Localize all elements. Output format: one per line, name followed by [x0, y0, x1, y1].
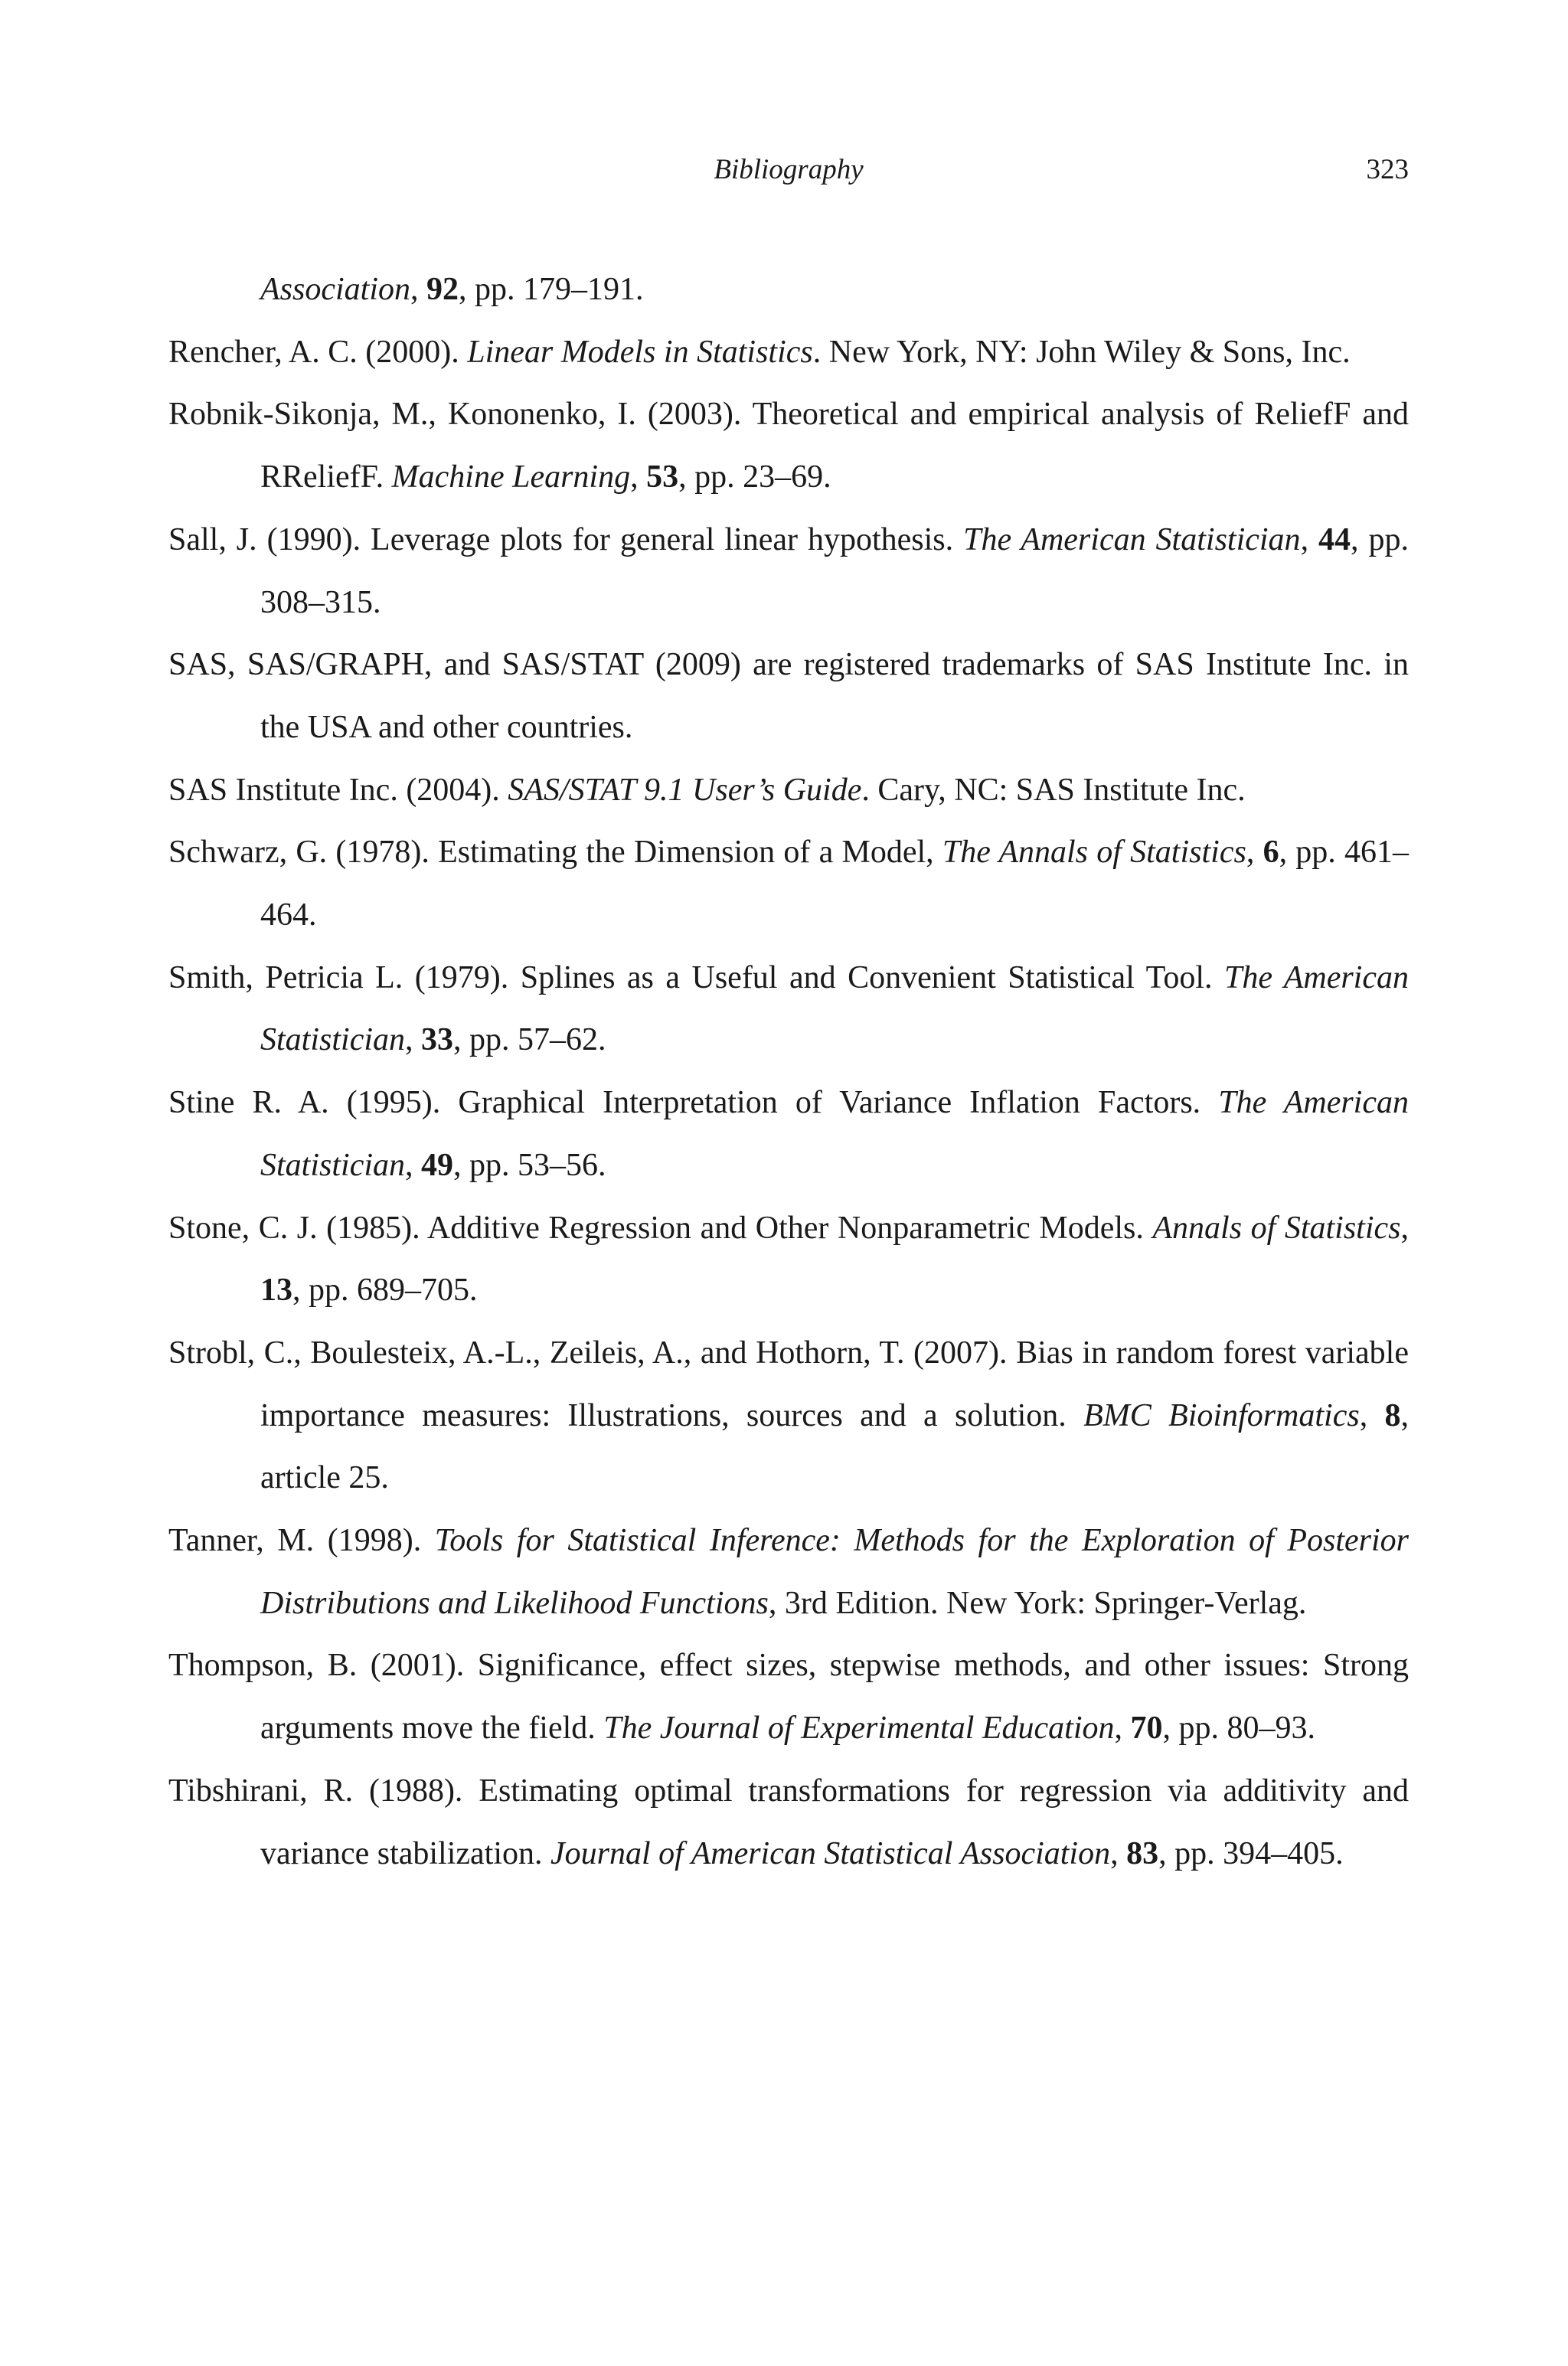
- bib-entry-segment: Stone, C. J. (1985). Additive Regression and Other Nonparametric Models.: [168, 1210, 1153, 1246]
- bib-entry-sas-trademarks: [168, 634, 1409, 759]
- bib-entry-segment: , pp. 461–464.: [260, 835, 1410, 933]
- bib-entry-segment: The Journal of Experimental Education: [603, 1711, 1115, 1747]
- bib-entry-segment: ,: [1246, 835, 1263, 871]
- bib-entry-segment: , pp. 179–191.: [459, 272, 644, 307]
- bib-entry-segment: . Cary, NC: SAS Institute Inc.: [861, 772, 1246, 808]
- bib-entry-cont: [168, 259, 1409, 322]
- bib-entry-tibshirani: [168, 1760, 1409, 1885]
- bib-entry-segment: BMC Bioinformatics: [1083, 1397, 1360, 1433]
- bib-entry-segment: The American Statistician: [260, 1085, 1409, 1183]
- bib-entry-segment: Linear Models in Statistics: [467, 334, 813, 370]
- bib-entry-segment: Rencher, A. C. (2000).: [168, 334, 468, 370]
- bib-entry-sall: [168, 509, 1409, 634]
- bib-entry-segment: SAS/STAT 9.1 User’s Guide: [508, 772, 862, 808]
- bib-entry-segment: , article 25.: [260, 1397, 1409, 1496]
- bib-entry-segment: Tanner, M. (1998).: [168, 1523, 435, 1559]
- bib-entry-segment: The Annals of Statistics: [942, 835, 1246, 871]
- bib-entry-segment: 49: [421, 1147, 453, 1183]
- bib-entry-segment: , pp. 689–705.: [292, 1273, 478, 1309]
- bib-entry-segment: Schwarz, G. (1978). Estimating the Dimension of a Model,: [168, 835, 942, 871]
- bib-entry-segment: 70: [1130, 1711, 1163, 1747]
- bib-entry-segment: , pp. 23–69.: [678, 459, 831, 495]
- bib-entry-segment: , 3rd Edition. New York: Springer-Verlag.: [768, 1585, 1307, 1621]
- bib-entry-segment: The American Statistician: [963, 521, 1301, 557]
- bib-entry-strobl: [168, 1322, 1409, 1510]
- bib-entry-segment: Tools for Statistical Inference: Methods for the Exploration of Posterior Distributions and Likelihood Functions: [260, 1523, 1409, 1621]
- bib-entry-segment: ,: [1110, 1835, 1127, 1871]
- bib-entry-segment: ,: [410, 272, 426, 307]
- bib-entry-segment: SAS, SAS/GRAPH, and SAS/STAT (2009) are registered trademarks of SAS Institute Inc. in the USA and other countries.: [168, 647, 1409, 745]
- bib-entry-tanner: [168, 1510, 1409, 1635]
- bib-entry-segment: Machine Learning: [391, 459, 631, 495]
- bib-entry-segment: 44: [1318, 521, 1351, 557]
- bib-entry-sas-institute: [168, 760, 1409, 822]
- bib-entry-thompson: [168, 1635, 1409, 1760]
- bib-entry-segment: Robnik-Sikonja, M., Kononenko, I. (2003). Theoretical and empirical analysis of ReliefF and RReliefF.: [168, 397, 1409, 495]
- bib-entry-schwarz: [168, 822, 1409, 946]
- page-number: 323: [1366, 154, 1409, 185]
- bib-entry-segment: Tibshirani, R. (1988). Estimating optimal transformations for regression via additivity and variance stabilization.: [168, 1773, 1409, 1871]
- bib-entry-segment: 33: [421, 1022, 453, 1058]
- bib-entry-segment: ,: [405, 1022, 421, 1058]
- bib-entry-segment: Journal of American Statistical Association: [550, 1835, 1111, 1871]
- bib-entry-stine: [168, 1072, 1409, 1197]
- bib-entry-segment: ,: [1359, 1397, 1385, 1433]
- bib-entry-segment: Association: [260, 272, 410, 307]
- bib-entry-segment: The American Statistician: [260, 959, 1409, 1058]
- bib-entry-segment: ,: [405, 1147, 421, 1183]
- bib-entry-segment: 8: [1384, 1397, 1401, 1433]
- bib-entry-segment: Sall, J. (1990). Leverage plots for general linear hypothesis.: [168, 521, 964, 557]
- bib-entry-smith: [168, 947, 1409, 1072]
- running-title: Bibliography: [714, 154, 864, 185]
- bib-entry-segment: , pp. 53–56.: [453, 1147, 606, 1183]
- bib-entry-segment: ,: [1114, 1711, 1131, 1747]
- bib-entry-segment: , pp. 57–62.: [453, 1022, 606, 1058]
- bibliography-list: [168, 259, 1409, 1885]
- running-head: [168, 153, 1409, 199]
- bib-entry-segment: , pp. 308–315.: [260, 521, 1409, 620]
- bib-entry-segment: , pp. 394–405.: [1158, 1835, 1344, 1871]
- bib-entry-segment: Stine R. A. (1995). Graphical Interpretation of Variance Inflation Factors.: [168, 1085, 1219, 1121]
- bib-entry-segment: 92: [426, 272, 459, 307]
- bib-entry-segment: 13: [260, 1273, 292, 1309]
- bib-entry-segment: 6: [1263, 835, 1279, 871]
- bib-entry-segment: Annals of Statistics: [1152, 1210, 1401, 1246]
- bib-entry-segment: . New York, NY: John Wiley & Sons, Inc.: [812, 334, 1351, 370]
- bib-entry-rencher: [168, 322, 1409, 384]
- bib-entry-segment: Smith, Petricia L. (1979). Splines as a Useful and Convenient Statistical Tool.: [168, 959, 1224, 995]
- bib-entry-segment: Thompson, B. (2001). Significance, effect sizes, stepwise methods, and other issues: Strong arguments move the field.: [168, 1648, 1409, 1747]
- bib-entry-segment: Strobl, C., Boulesteix, A.-L., Zeileis, A., and Hothorn, T. (2007). Bias in random forest variable importance measures: Illustrations, sources and a solution.: [168, 1335, 1409, 1433]
- bib-entry-segment: 83: [1126, 1835, 1159, 1871]
- bib-entry-segment: ,: [1300, 521, 1319, 557]
- bib-entry-segment: , pp. 80–93.: [1162, 1711, 1316, 1747]
- bib-entry-stone: [168, 1198, 1409, 1322]
- bib-entry-segment: SAS Institute Inc. (2004).: [168, 772, 508, 808]
- bib-entry-segment: ,: [630, 459, 647, 495]
- bib-entry-robnik: [168, 384, 1409, 508]
- bib-entry-segment: ,: [1400, 1210, 1410, 1246]
- bib-entry-segment: 53: [646, 459, 679, 495]
